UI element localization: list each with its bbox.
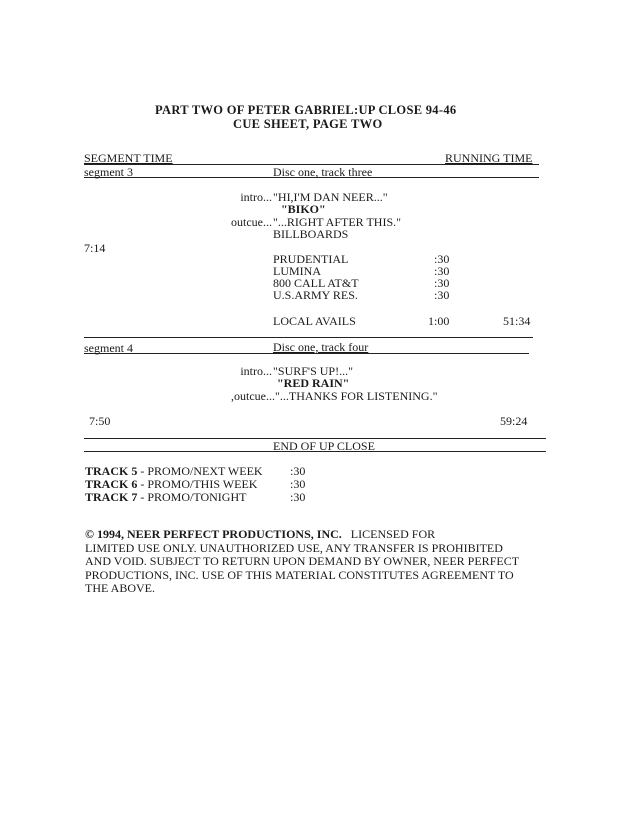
- track-time: :30: [290, 477, 306, 491]
- track-desc: - PROMO/THIS WEEK: [137, 477, 258, 491]
- segment-3-running-time: 51:34: [503, 314, 531, 328]
- segment-4-running-time: 59:24: [500, 414, 528, 428]
- segment-3-rule: [84, 177, 539, 178]
- local-avails-time: 1:00: [428, 314, 450, 328]
- segment-3-intro-label: intro...: [240, 190, 272, 204]
- segment-4-intro-label: intro...: [240, 364, 272, 378]
- legal-notice: [85, 528, 519, 596]
- spot-time: :30: [434, 252, 450, 266]
- segment-3-song: "BIKO": [281, 202, 326, 216]
- track-row: [85, 490, 246, 505]
- segment-4-label: segment 4: [84, 341, 133, 355]
- segment-4-rule: [84, 353, 529, 354]
- local-avails-label: LOCAL AVAILS: [273, 314, 356, 328]
- track-number: TRACK 6: [85, 477, 138, 491]
- spot-name: 800 CALL AT&T: [273, 276, 359, 290]
- spot-time: :30: [434, 276, 450, 290]
- end-label: END OF UP CLOSE: [273, 439, 375, 453]
- track-time: :30: [290, 490, 306, 504]
- legal-line-3: AND VOID. SUBJECT TO RETURN UPON DEMAND BY OWNER, NEER PERFECT: [85, 554, 520, 568]
- running-time-header: RUNNING TIME: [445, 151, 533, 165]
- segment-4-intro-text: "SURF'S UP!...": [273, 364, 353, 378]
- track-time: :30: [290, 464, 306, 478]
- legal-line-4: PRODUCTIONS, INC. USE OF THIS MATERIAL CONSTITUTES AGREEMENT TO: [85, 567, 514, 582]
- segment-4-outcue-label: ,outcue...: [231, 389, 275, 403]
- segment-4-disc: Disc one, track four: [273, 340, 369, 354]
- segment-3-time: 7:14: [84, 241, 106, 255]
- segment-3-end-rule: [84, 337, 533, 338]
- spot-name: PRUDENTIAL: [273, 252, 349, 266]
- spot-name: U.S.ARMY RES.: [273, 288, 358, 302]
- legal-line-5: THE ABOVE.: [85, 581, 155, 595]
- segment-3-billboards: BILLBOARDS: [273, 227, 349, 241]
- spot-time: :30: [434, 288, 450, 302]
- track-desc: - PROMO/NEXT WEEK: [137, 464, 263, 478]
- copyright-text: © 1994, NEER PERFECT PRODUCTIONS, INC.: [85, 527, 342, 541]
- segment-time-header: SEGMENT TIME: [84, 151, 173, 165]
- track-desc: - PROMO/TONIGHT: [137, 490, 247, 504]
- segment-3-outcue-text: "...RIGHT AFTER THIS.": [273, 215, 402, 229]
- spot-name: LUMINA: [273, 264, 321, 278]
- legal-line-2: LIMITED USE ONLY. UNAUTHORIZED USE, ANY TRANSFER IS PROHIBITED: [85, 540, 503, 555]
- track-number: TRACK 7: [85, 490, 138, 504]
- segment-4-outcue-text: "...THANKS FOR LISTENING.": [275, 389, 438, 403]
- page-subtitle: CUE SHEET, PAGE TWO: [233, 117, 383, 131]
- segment-3-outcue-label: outcue...: [231, 215, 272, 229]
- spot-time: :30: [434, 264, 450, 278]
- segment-4-time: 7:50: [89, 414, 111, 428]
- segment-3-intro-text: "HI,I'M DAN NEER...": [273, 190, 388, 204]
- track-number: TRACK 5: [85, 464, 138, 478]
- end-bottom-rule: [84, 451, 546, 452]
- segment-3-disc: Disc one, track three: [273, 165, 373, 179]
- segment-3-label: segment 3: [84, 165, 133, 179]
- legal-line-1: [85, 528, 519, 542]
- page-title: PART TWO OF PETER GABRIEL:UP CLOSE 94-46: [155, 103, 457, 117]
- license-text: LICENSED FOR: [350, 527, 436, 541]
- segment-4-song: "RED RAIN": [277, 376, 350, 390]
